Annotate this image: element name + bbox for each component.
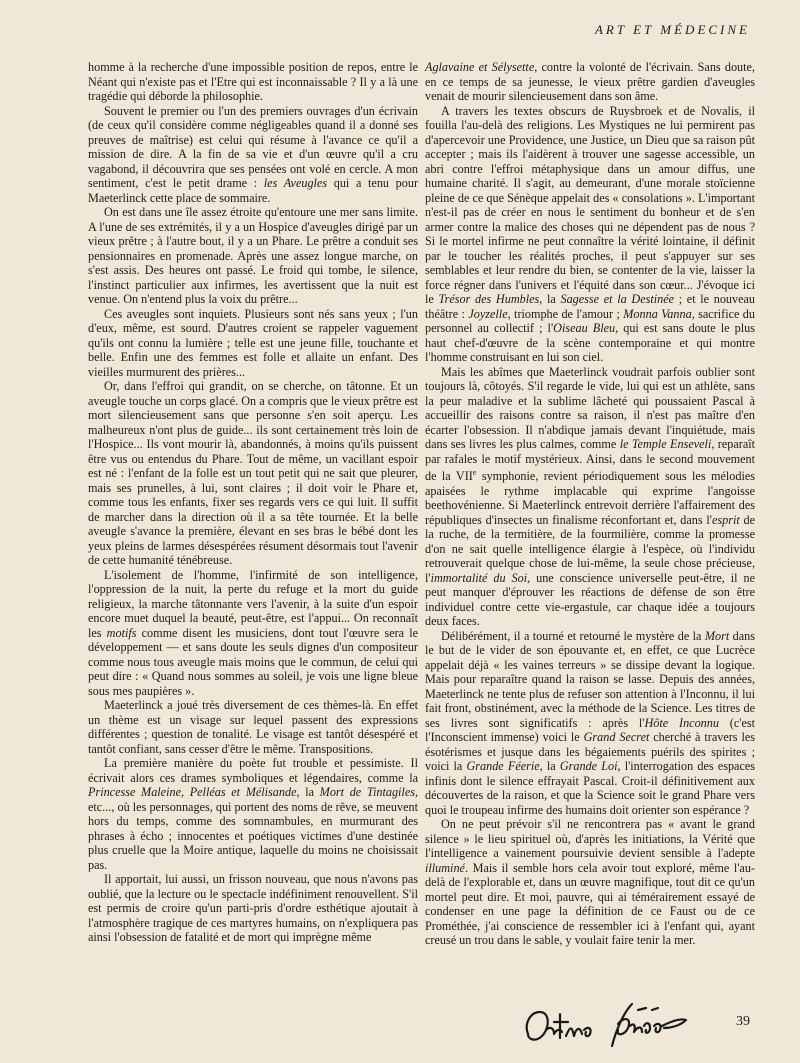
text-run: Or, dans l'effroi qui grandit, on se cherche, on tâtonne. Et un aveugle touche un corps glacé. On a compris que le vieux prêtre est mort silencieusement sans que personne s'en soit aperçu. Les malheureux n'ont plus de guide... ils sont certainement très loin de l'Hospice... Ils vont mourir là, abandonnés, à moins qu'ils puissent être vus ou entendus du Phare. Tout de même, un vacillant espoir est né : l'enfant de la folle est un tout petit qui ne sait que pleurer, mais ses prunelles, à lui, sont claires ; il doit voir le Phare et, comme tous les enfants, fixer ses regards vers ce qui luit. Il suffit de marcher dans la direction où il a sa tête tournée. Et la belle aveugle s'avance la première, élevant en ses bras le bébé dont les yeux pleins de larmes désespérées résument désormais tout l'avenir de cette humanité ténébreuse. [88, 379, 418, 567]
text-run: , la [539, 292, 561, 306]
paragraph [88, 307, 418, 380]
text-run: Délibérément, il a tourné et retourné le mystère de la [441, 628, 705, 643]
text-run: (c'est l'Inconscient immense) voici le [425, 715, 756, 745]
paragraph [88, 379, 418, 568]
text-run: A travers les textes obscurs de Ruysbroek et de Novalis, il fouilla l'au-delà des religions. Les Mystiques ne lui permirent pas d'apercevoir une Providence, une Justice, un Dieu que sa raison pût accepter ; mais ils l'aidèrent à trouver une sagesse accessible, un abri contre l'effroi métaphysique dans un amour diffus, une humaine charité. Il s'agit, au demeurant, d'une morale stoïcienne pleine de ce que Sénèque appelait des « consolations ». L'important n'est-il pas de créer en nous le sentiment du bonheur et de s'en armer contre la malice des choses qui ne dépendent pas de nous ? Si le mortel infirme ne peut connaître la vérité lointaine, il définit par le toucher les réalités proches, il peut s'appuyer sur ses semblables et leur rendre du bien, se contenter de la vie, laisser la force régner dans l'univers et l'équité dans son cœur... J'évoque ici le [425, 103, 755, 306]
text-run: comme disent les musiciens, dont tout l'œuvre sera le développement — et sans doute les seuls dignes d'un compositeur comme nous tous aveugle mais moins que le commun, de celui qui peut dire : « Quand nous sommes au soleil, je vois une ligne bleue sous mes paupières ». [88, 625, 418, 698]
text-run: , qui est sans doute le plus haut chef-d'œuvre de la scène contemporaine et qui montre l'homme construisant en lui son ciel. [425, 321, 755, 364]
page-number: 39 [736, 1014, 750, 1029]
italic-title: Hôte Inconnu [644, 715, 719, 730]
text-run: Mais les abîmes que Maeterlinck voudrait parfois oublier sont toujours là, côtoyés. S'il regarde le vide, lui qui est un athlète, sans la peur maladive et la sublime lâcheté qui poussaient Pascal à accueillir des raisons contre sa raison, il n'est pas maître d'en écarter l'obsession. Il n'abdique jamais devant l'inquiétude, mais dans ses livres les plus calmes, comme [425, 364, 755, 451]
italic-title: Monna Vanna [623, 306, 692, 321]
italic-title: Joyzelle [468, 306, 508, 321]
paragraph [88, 60, 418, 104]
italic-title: illuminé [425, 860, 465, 875]
text-run: , l'interrogation des espaces infinis dont le silence effrayait Pascal. Croit-il définitivement aux découvertes de la raison, et que la Science soit le grand Phare vers quoi le troupeau infirme des humains doit orienter son espérance ? [425, 759, 756, 817]
running-head: ART ET MÉDECINE [594, 22, 750, 37]
text-run: Maeterlinck a joué très diversement de ces thèmes-là. En effet un thème est un visage sur lequel passent des expressions différentes ; question de tonalité. Le visage est tantôt désespéré et tantôt confiant, sans cesser d'être le même. Transpositions. [88, 698, 418, 756]
text-run: , triomphe de l'amour ; [507, 306, 624, 321]
signature-image [520, 996, 690, 1056]
text-run: Il apportait, lui aussi, un frisson nouveau, que nous n'avons pas oublié, que la lecture ou le spectacle indéfiniment renouvellent. S'il est permis de croire qu'un parti-pris d'ordre esthétique ajoutait à l'atmosphère tragique de ces martyres humains, on n'expliquera pas ainsi l'obsession de fatalité et de mort qui imprègne même [88, 872, 418, 944]
text-run: , une conscience universelle peut-être, il ne peut manquer d'éprouver les réactions de défense de son être individuel contre cette vie-ergastule, car chaque idée a toujours deux faces. [425, 570, 755, 629]
paragraph [425, 629, 755, 818]
italic-title: immortalité du Soi [430, 570, 528, 585]
italic-title: esprit [711, 512, 740, 527]
paragraph [425, 104, 755, 365]
paragraph [425, 817, 755, 948]
superscript: e [472, 468, 477, 477]
italic-title: Oiseau Bleu [553, 321, 616, 335]
italic-title: le Temple Enseveli [619, 437, 712, 451]
text-run: cherché à travers les ésotérismes et jusque dans les bégaiements puérils des spirites ; voici la [425, 730, 755, 774]
italic-title: Grande Féerie [466, 759, 540, 774]
paragraph [88, 205, 418, 307]
text-run: symphonie, revient périodiquement sous les mélodies apaisées le rythme implacable qui exprime l'angoisse beethovénienne. Si Maeterlinck entrevoit derrière l'affairement des républiques d'insectes un finalisme réconfortant et, dans l' [425, 469, 755, 527]
paragraph [88, 872, 418, 945]
text-run: homme à la recherche d'une impossible position de repos, entre le Néant qui n'existe pas et l'Etre qui est inconnaissable ? Il y a là une tragédie qui déborde la philosophie. [88, 60, 418, 103]
italic-title: Grande Loi [559, 759, 618, 774]
text-run: de la ruche, de la termitière, de la fourmilière, comme la promesse d'on ne sait quelle intelligence élargie à l'espèce, où l'individu retrouverait quelque chose de lui-même, la seule chose précieuse, l' [425, 512, 755, 585]
italic-title: motifs [106, 625, 137, 640]
text-run: qui a tenu pour Maeterlinck cette place de sommaire. [88, 176, 419, 205]
text-run: , reparaît par rafales le motif mystérieux. Ainsi, dans le second mouvement de la VII [425, 437, 755, 484]
text-run: , etc..., où les personnages, qui portent des noms de rêve, se meuvent hors du temps, comme des somnambules, en murmurant des phrases à écho ; innocentes et poétiques victimes d'une destinée plus cruelle que la Moire antique, laquelle du moins ne choisissait pas. [88, 785, 419, 872]
text-run: , la [296, 785, 320, 799]
right-column [425, 60, 755, 948]
italic-title: Pelléas et Mélisande [189, 785, 297, 799]
text-run: Ces aveugles sont inquiets. Plusieurs sont nés sans yeux ; l'un d'eux, même, est sourd. D'autres croient se rappeler vaguement qu'ils ont connu la lumière ; telle est une jeune fille, touchante et belle. Enfin une des femmes est folle et allaite un enfant. Des vieilles murmurent des prières... [88, 306, 418, 379]
italic-title: Grand Secret [583, 730, 650, 745]
italic-title: Mort [704, 628, 730, 643]
text-run: , contre la volonté de l'écrivain. Sans doute, en ce temps de sa jeunesse, le vieux prêtre gardien d'aveugles venait de mourir silencieusement dans son âme. [425, 60, 755, 103]
paragraph [88, 698, 418, 756]
text-run: ; et le nouveau théâtre : [425, 292, 756, 321]
text-run: On ne peut prévoir s'il ne rencontrera pas « avant le grand silence » le lieu spirituel où, d'après les initiations, la Vérité que l'intelligence a vainement poursuivie devient sensible à l'adepte [425, 817, 755, 861]
text-run: dans le but de le vider de son épouvante et, en effet, ce que Lucrèce appelait déjà « les vaines terreurs » se dissipe devant la logique. Mais pour reparaître quand la raison se lasse. Depuis des années, Maeterlinck ne tente plus de refuser son attention à l'Inconnu, il lui fait front, obstinément, avec la méthode de la Science. Les titres de ses livres sont significatifs : après l' [425, 628, 756, 730]
italic-title: Aglavaine et Sélysette [425, 60, 535, 74]
text-run: L'isolement de l'homme, l'infirmité de son intelligence, l'oppression de la nuit, la perte du refuge et la mort du guide religieux, la marche tâtonnante vers l'avenir, à la suite d'un espoir encore muet duquel la beauté, peut-être, est l'appui... On reconnaît les [88, 567, 418, 640]
paragraph [88, 568, 418, 699]
italic-title: Sagesse et la Destinée [560, 292, 675, 306]
left-column [88, 60, 418, 945]
italic-title: Trésor des Humbles [438, 292, 540, 306]
italic-title: Princesse Maleine [88, 785, 181, 799]
text-run: , sacrifice du personnel au collectif ; l' [425, 306, 755, 335]
paragraph [425, 365, 755, 629]
paragraph [88, 104, 418, 206]
italic-title: les Aveugles [263, 176, 328, 190]
paragraph [88, 756, 418, 872]
italic-title: Mort de Tintagiles [319, 785, 415, 799]
text-run: , la [539, 759, 560, 774]
text-run: La première manière du poète fut trouble et pessimiste. Il écrivait alors ces drames symboliques et légendaires, comme la [88, 756, 418, 785]
paragraph [425, 60, 755, 104]
text-run: Souvent le premier ou l'un des premiers ouvrages d'un écrivain (de ceux qu'il considère comme négligeables quand il a donné ses preuves de maîtrise) est celui qui résume à l'avance ce qu'il a mission de dire. A la fin de sa vie et d'un œuvre qu'il a cru vagabond, il découvrira que ses pensées ont volé en cercle. A mon sentiment, c'est le petit drame : [88, 103, 418, 190]
text-run: , [180, 785, 190, 799]
text-run: On est dans une île assez étroite qu'entoure une mer sans limite. A l'une de ses extrémités, il y a un Hospice d'aveugles dirigé par un vieux prêtre ; à l'autre bout, il y a un Phare. Le prêtre a conduit ses pensionnaires en promenade. Après une assez longue marche, on s'est assis. Des heures ont passé. Le froid qui tombe, le silence, l'instinct particulier aux infirmes, les avertissent que la nuit est venue. On n'entend plus la voix du prêtre... [88, 205, 418, 306]
text-run: . Mais il semble hors cela avoir tout exploré, même l'au-delà de l'explorable et, dans un œuvre magnifique, tout dit ce qu'un mortel peut dire. Et moi, pauvre, qui ai témérairement essayé de condenser en une page la définition de ce Faust ou de ce Prométhée, j'ai conscience de ressembler ici à l'enfant qui, ayant creusé un trou dans le sable, y voulait faire tenir la mer. [425, 860, 755, 948]
